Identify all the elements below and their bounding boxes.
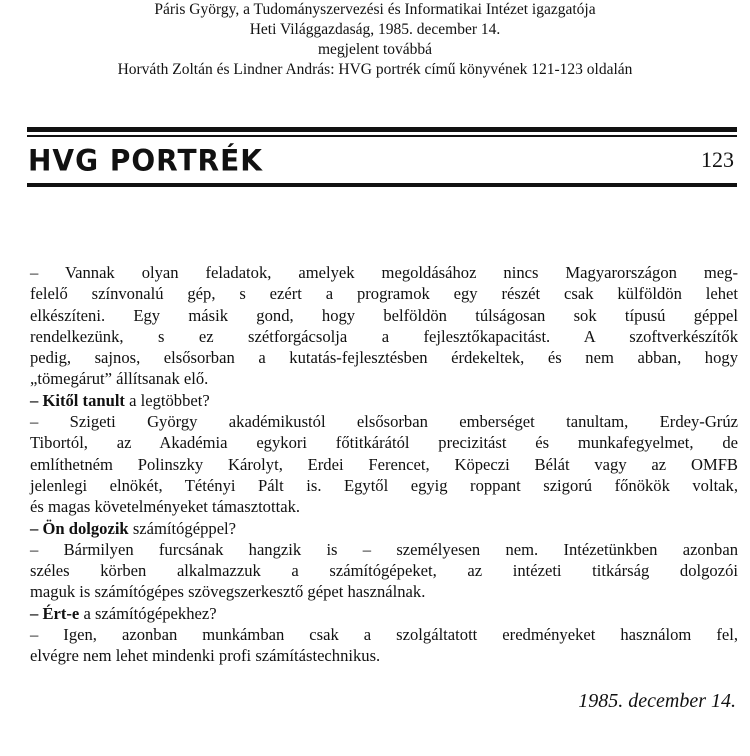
question-3	[30, 603, 738, 624]
question-2-bold: – Ön dolgozik	[30, 518, 129, 538]
header-bottom-rule	[27, 183, 737, 187]
article-line: széles körben alkalmazzuk a számítógépeket, az intézeti titkárság dolgozói	[30, 561, 738, 581]
article-line: – Igen, azonban munkámban csak a szolgáltatott eredményeket használom fel,	[30, 625, 738, 645]
caption-line-4: Horváth Zoltán és Lindner András: HVG portrék című könyvének 121-123 oldalán	[117, 61, 633, 78]
top-rule-thick	[27, 127, 737, 132]
caption-line-3: megjelent továbbá	[317, 41, 433, 58]
article-line: felelő színvonalú gép, s ezért a programok egy részét csak külföldön lehet	[30, 284, 738, 304]
caption-line-1: Páris György, a Tudományszervezési és Informatikai Intézet igazgatója	[154, 1, 596, 18]
article-line: „tömegárut” állítsanak elő.	[30, 369, 209, 389]
article-line: – Vannak olyan feladatok, amelyek megoldásához nincs Magyarországon meg-	[30, 263, 738, 282]
article-line: említhetném Polinszky Károlyt, Erdei Ferencet, Köpeczi Bélát vagy az OMFB	[30, 454, 738, 474]
article-line: elkészíteni. Egy másik gond, hogy belföldön túlságosan sok típusú géppel	[30, 305, 738, 325]
article-line: – Bármilyen furcsának hangzik is – személyesen nem. Intézetünkben azonban	[30, 539, 738, 559]
caption-line-2: Heti Világgazdaság, 1985. december 14.	[249, 21, 501, 38]
question-3-bold: – Ért-e	[30, 603, 80, 623]
article-date: 1985. december 14.	[578, 690, 736, 712]
article-line: és magas követelményeket támasztottak.	[30, 497, 301, 517]
question-1-bold: – Kitől tanult	[30, 390, 125, 410]
article-line: elvégre nem lehet mindenki profi számítástechnikus.	[30, 646, 381, 666]
article-line: – Szigeti György akadémikustól elsősorban emberséget tanultam, Erdey-Grúz	[30, 412, 738, 432]
question-3-rest: a számítógépekhez?	[79, 603, 217, 623]
article-body	[30, 262, 738, 667]
masthead-title: HVG PORTRÉK	[28, 143, 263, 178]
article-line: pedig, sajnos, elsősorban a kutatás-fejlesztésben érdekeltek, és nem abban, hogy	[30, 348, 738, 368]
question-2	[30, 518, 738, 539]
article-line: maguk is számítógépes szövegszerkesztő gépet használnak.	[30, 582, 426, 602]
article-line: Tibortól, az Akadémia egykori főtitkárától precizitást és munkafegyelmet, de	[30, 433, 738, 453]
page-number: 123	[701, 147, 734, 172]
top-rule-thin	[27, 135, 737, 137]
article-line: rendelkezünk, s ez szétforgácsolja a fejlesztőkapacitást. A szoftverkészítők	[30, 326, 738, 346]
question-2-rest: számítógéppel?	[128, 518, 237, 538]
question-1	[30, 390, 738, 411]
caption	[0, 0, 750, 80]
article-line: jelenlegi elnökét, Tétényi Pált is. Egytől egyig roppant szigorú főnökök voltak,	[30, 475, 738, 495]
question-1-rest: a legtöbbet?	[124, 390, 210, 410]
